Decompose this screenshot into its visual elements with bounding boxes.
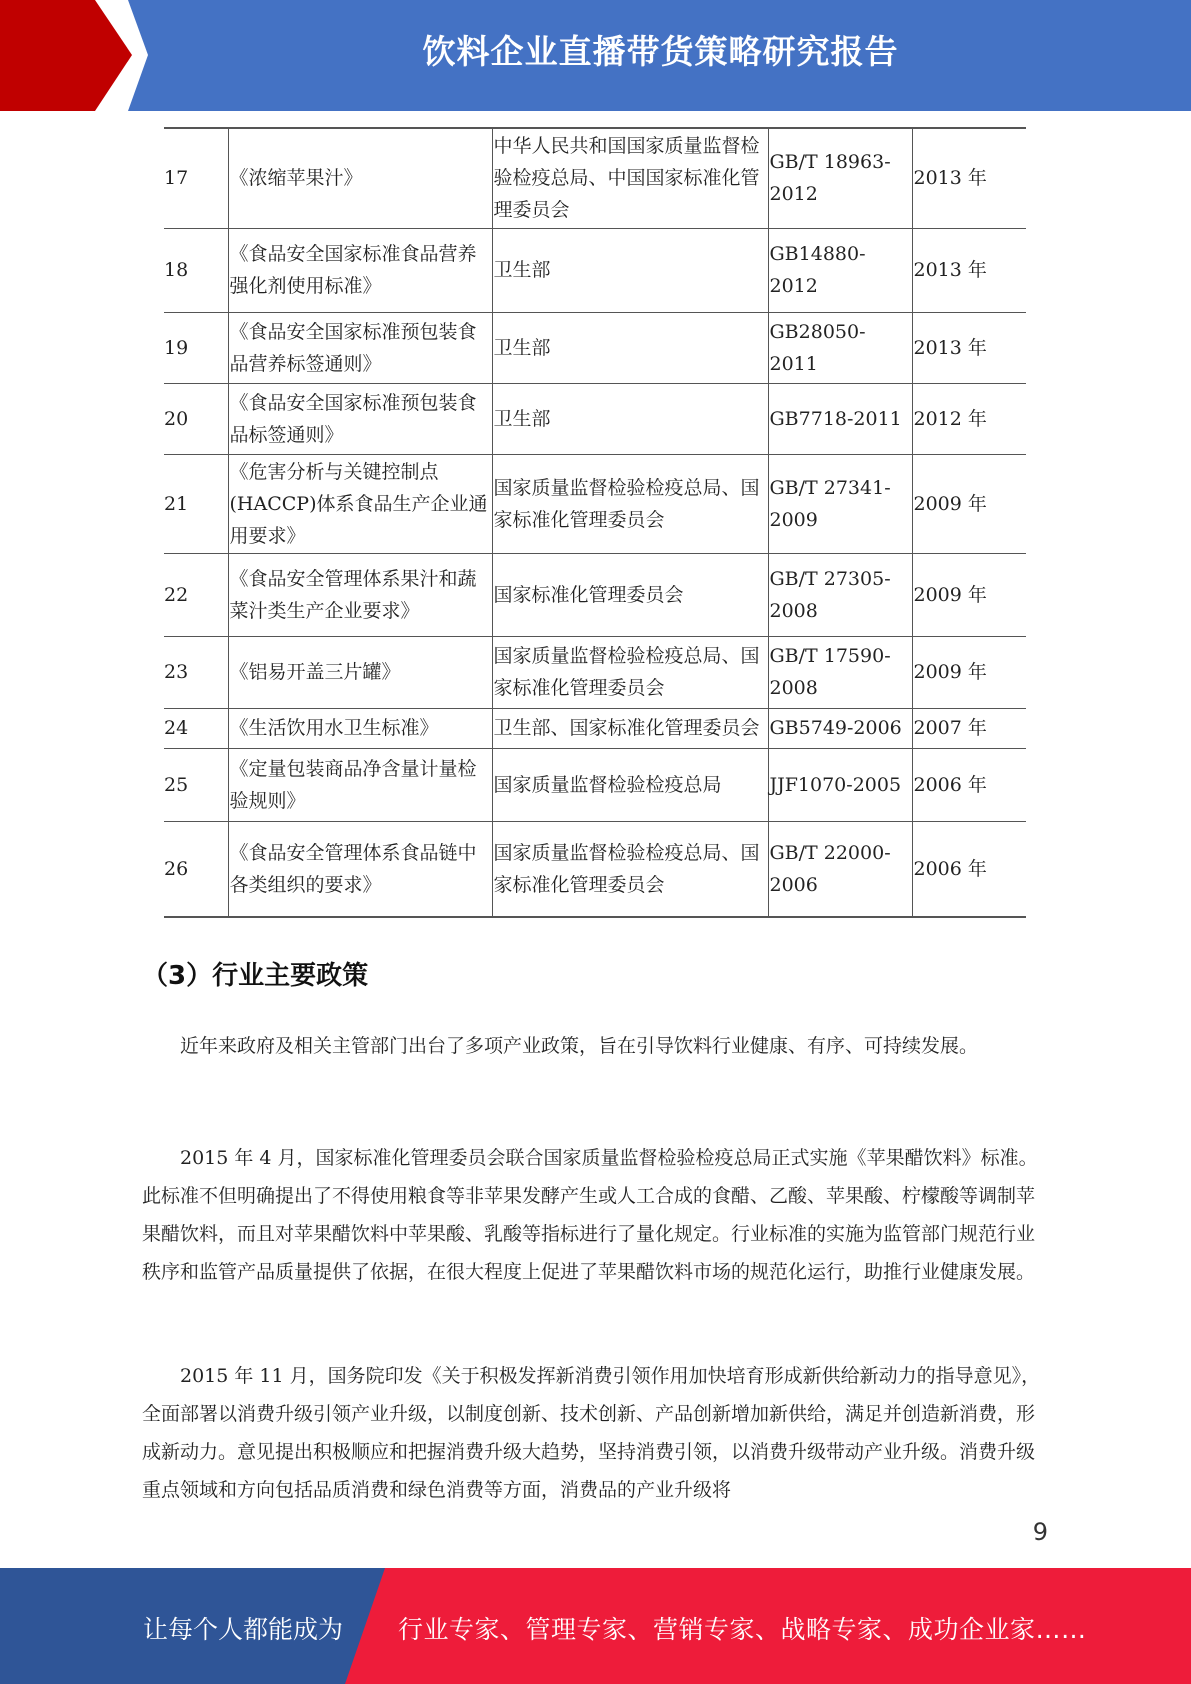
table-row [164,454,1026,553]
standard-code: JJF1070-2005 [768,748,912,821]
table-row [164,748,1026,821]
standards-table [164,127,1026,918]
section-heading: （3）行业主要政策 [142,961,369,991]
footer-slogan-left: 让每个人都能成为 [143,1615,344,1644]
table-row [164,383,1026,454]
effective-year: 2006 年 [912,821,1026,917]
row-number: 24 [164,708,228,748]
issuing-authority: 卫生部 [492,312,768,383]
page-footer [0,1568,1191,1684]
row-number: 20 [164,383,228,454]
row-number: 18 [164,228,228,312]
table-row [164,708,1026,748]
standard-code: GB28050-2011 [768,312,912,383]
table-row [164,228,1026,312]
row-number: 26 [164,821,228,917]
standard-name: 《食品安全国家标准预包装食品标签通则》 [228,383,492,454]
paragraph: 近年来政府及相关主管部门出台了多项产业政策，旨在引导饮料行业健康、有序、可持续发展。 [180,1035,979,1057]
issuing-authority: 国家质量监督检验检疫总局 [492,748,768,821]
standard-code: GB/T 27341-2009 [768,454,912,553]
standard-name: 《生活饮用水卫生标准》 [228,708,492,748]
table-row [164,636,1026,708]
effective-year: 2006 年 [912,748,1026,821]
standard-name: 《危害分析与关键控制点(HACCP)体系食品生产企业通用要求》 [228,454,492,553]
page-number: 9 [1032,1518,1048,1546]
footer-slogan-right: 行业专家、管理专家、营销专家、战略专家、成功企业家…… [398,1615,1087,1644]
effective-year: 2009 年 [912,454,1026,553]
effective-year: 2007 年 [912,708,1026,748]
standard-code: GB14880-2012 [768,228,912,312]
issuing-authority: 卫生部 [492,383,768,454]
effective-year: 2013 年 [912,312,1026,383]
row-number: 22 [164,553,228,636]
standard-code: GB7718-2011 [768,383,912,454]
standard-name: 《浓缩苹果汁》 [228,128,492,228]
effective-year: 2012 年 [912,383,1026,454]
table-row [164,312,1026,383]
standard-code: GB/T 22000-2006 [768,821,912,917]
standard-name: 《食品安全管理体系果汁和蔬菜汁类生产企业要求》 [228,553,492,636]
table-row [164,821,1026,917]
issuing-authority: 国家质量监督检验检疫总局、国家标准化管理委员会 [492,636,768,708]
effective-year: 2009 年 [912,553,1026,636]
issuing-authority: 国家质量监督检验检疫总局、国家标准化管理委员会 [492,454,768,553]
report-title: 饮料企业直播带货策略研究报告 [422,32,899,71]
standard-code: GB/T 27305-2008 [768,553,912,636]
paragraph: 2015 年 4 月，国家标准化管理委员会联合国家质量监督检验检疫总局正式实施《苹果醋饮料》标准。此标准不但明确提出了不得使用粮食等非苹果发酵产生或人工合成的食醋、乙酸、苹果酸、柠檬酸等调制苹果醋饮料，而且对苹果醋饮料中苹果酸、乳酸等指标进行了量化规定。行业标准的实施为监管部门规范行业秩序和监管产品质量提供了依据，在很大程度上促进了苹果醋饮料市场的规范化运行，助推行业健康发展。 [142,1147,1038,1283]
issuing-authority: 国家标准化管理委员会 [492,553,768,636]
effective-year: 2009 年 [912,636,1026,708]
standard-name: 《食品安全国家标准食品营养强化剂使用标准》 [228,228,492,312]
standard-name: 《铝易开盖三片罐》 [228,636,492,708]
standard-name: 《食品安全管理体系食品链中各类组织的要求》 [228,821,492,917]
row-number: 23 [164,636,228,708]
issuing-authority: 卫生部、国家标准化管理委员会 [493,717,760,739]
effective-year: 2013 年 [912,228,1026,312]
paragraph: 2015 年 11 月，国务院印发《关于积极发挥新消费引领作用加快培育形成新供给新动力的指导意见》，全面部署以消费升级引领产业升级，以制度创新、技术创新、产品创新增加新供给，满足并创造新消费，形成新动力。意见提出积极顺应和把握消费升级大趋势，坚持消费引领，以消费升级带动产业升级。消费升级重点领域和方向包括品质消费和绿色消费等方面，消费品的产业升级将 [142,1365,1041,1501]
standard-name: 《定量包装商品净含量计量检验规则》 [228,748,492,821]
row-number: 19 [164,312,228,383]
standard-code: GB/T 18963-2012 [768,128,912,228]
issuing-authority: 国家质量监督检验检疫总局、国家标准化管理委员会 [492,821,768,917]
table-row [164,128,1026,228]
issuing-authority: 卫生部 [492,228,768,312]
standard-name: 《食品安全国家标准预包装食品营养标签通则》 [228,312,492,383]
row-number: 25 [164,748,228,821]
standard-code: GB/T 17590-2008 [768,636,912,708]
row-number: 21 [164,454,228,553]
row-number: 17 [164,128,228,228]
effective-year: 2013 年 [912,128,1026,228]
issuing-authority: 中华人民共和国国家质量监督检验检疫总局、中国国家标准化管理委员会 [492,128,768,228]
standard-code: GB5749-2006 [768,708,912,748]
page-header [0,0,1191,111]
issuing-authority-cell [492,708,768,748]
table-row [164,553,1026,636]
